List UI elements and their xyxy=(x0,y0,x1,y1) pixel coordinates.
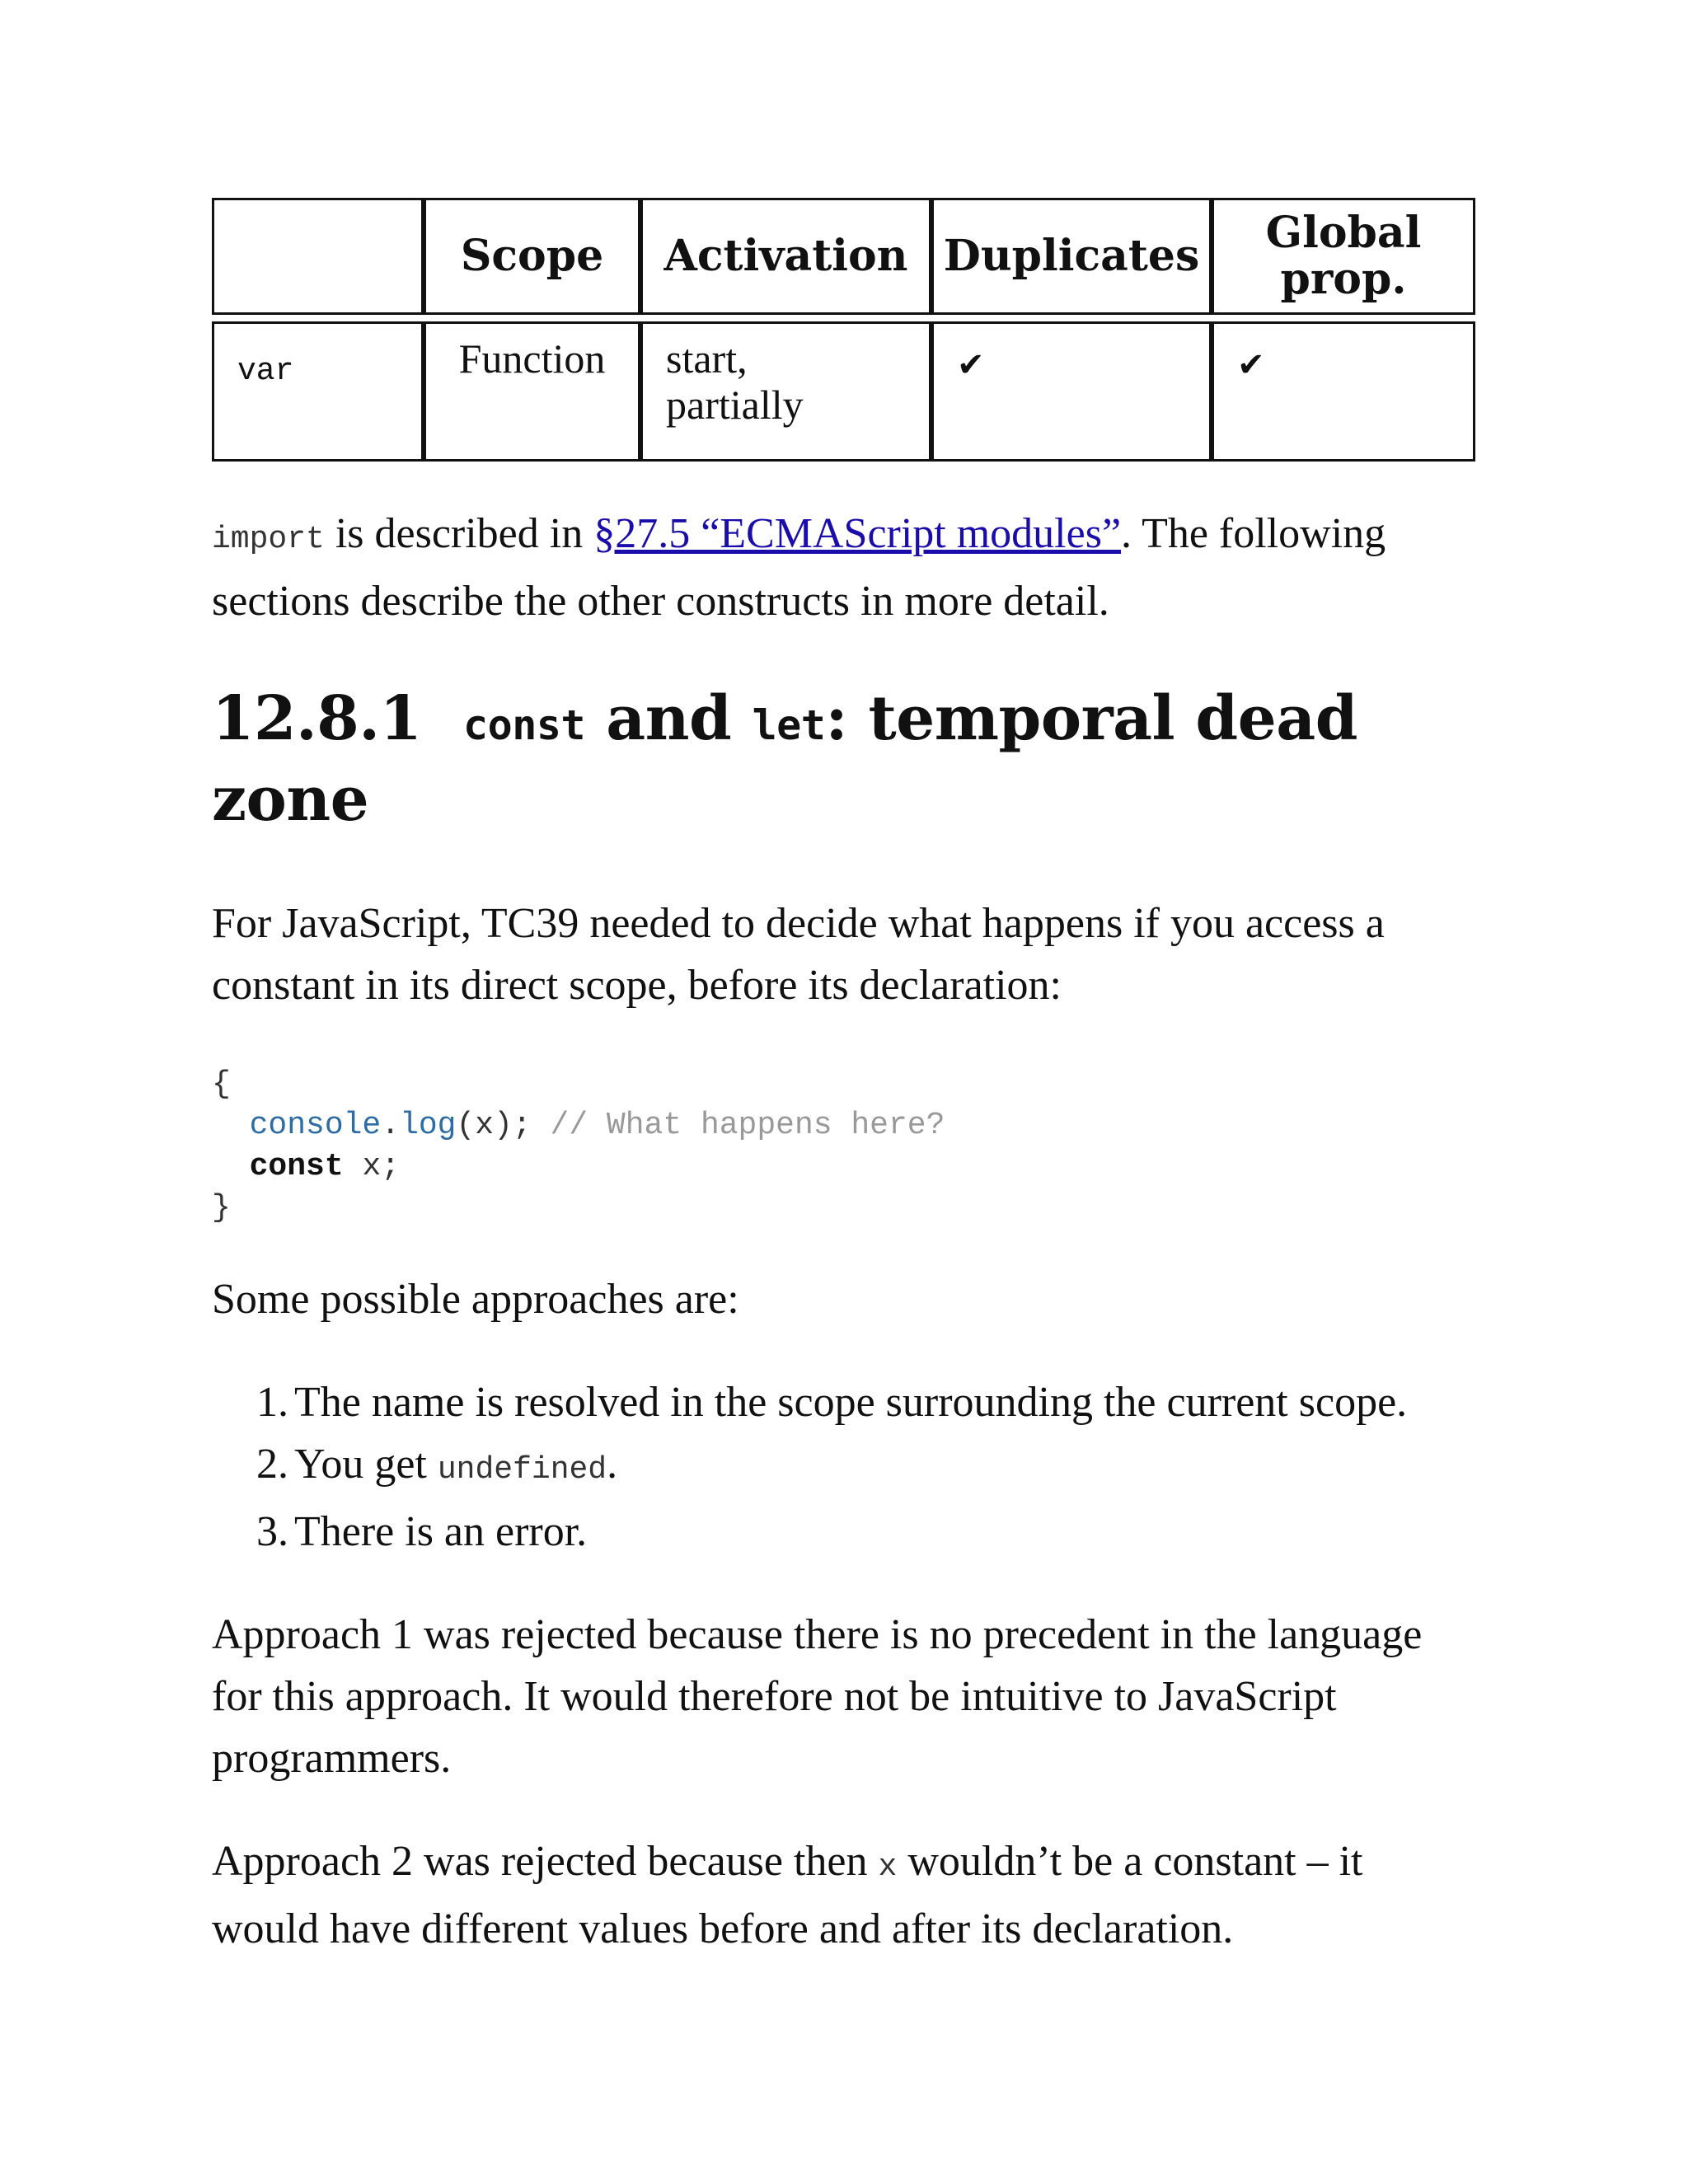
table-row xyxy=(212,321,1475,462)
cell-scope: Function xyxy=(424,321,640,462)
table-header-empty xyxy=(212,198,424,315)
page-content xyxy=(212,198,1477,1960)
heading-code-let: let xyxy=(752,701,826,749)
import-code: import xyxy=(212,522,325,557)
code-log: log xyxy=(400,1108,457,1143)
list-number: 2. xyxy=(256,1441,288,1488)
ecmascript-modules-link[interactable]: §27.5 “ECMAScript modules” xyxy=(593,510,1122,557)
code-dot: . xyxy=(381,1108,401,1143)
list-item-text: The name is resolved in the scope surrounding the current scope. xyxy=(294,1379,1408,1426)
code-block xyxy=(212,1064,1477,1229)
para5-after: wouldn’t be a constant – it would have different values before and after its declaration. xyxy=(212,1838,1363,1952)
code-const-keyword: const xyxy=(249,1149,344,1184)
heading-and: and xyxy=(585,683,753,754)
list-number: 1. xyxy=(256,1379,288,1426)
x-code: x xyxy=(878,1849,898,1885)
code-comment: // What happens here? xyxy=(550,1108,945,1143)
para1-text-after: . The following sections describe the other constructs in more detail. xyxy=(212,510,1386,625)
list-item-text-after: . xyxy=(607,1441,618,1488)
heading-code-const: const xyxy=(463,701,586,749)
cell-global-prop: ✔ xyxy=(1212,321,1475,462)
list-item xyxy=(212,1501,1477,1563)
table-header-scope: Scope xyxy=(424,198,640,315)
cell-keyword: var xyxy=(212,321,424,462)
list-item-text: There is an error. xyxy=(294,1508,588,1555)
approach2-paragraph xyxy=(212,1830,1477,1960)
approaches-intro: Some possible approaches are: xyxy=(212,1276,739,1323)
code-open-brace: { xyxy=(212,1066,231,1102)
code-console: console xyxy=(249,1108,382,1143)
section-number: 12.8.1 xyxy=(212,683,422,754)
list-item-text: You get xyxy=(294,1441,438,1488)
code-call: (x); xyxy=(456,1108,532,1143)
list-item xyxy=(212,1433,1477,1501)
table-header-global-prop: Global prop. xyxy=(1212,198,1475,315)
heading-rest: : temporal dead zone xyxy=(212,683,1357,835)
table-header-duplicates: Duplicates xyxy=(931,198,1212,315)
table-header-row xyxy=(212,198,1475,315)
code-close-brace: } xyxy=(212,1190,231,1226)
cell-duplicates: ✔ xyxy=(931,321,1212,462)
para5-before: Approach 2 was rejected because then xyxy=(212,1838,879,1885)
comparison-table xyxy=(212,198,1475,462)
para1-text: is described in xyxy=(324,510,594,557)
cell-activation: start, partially xyxy=(640,321,931,462)
section-heading xyxy=(212,682,1477,837)
intro-paragraph xyxy=(212,503,1477,632)
undefined-code: undefined xyxy=(437,1452,607,1488)
list-number: 3. xyxy=(256,1508,288,1555)
approaches-list xyxy=(212,1371,1477,1563)
table-header-activation: Activation xyxy=(640,198,931,315)
approach1-paragraph: Approach 1 was rejected because there is no precedent in the language for this approach. It would therefore not be intuitive to JavaScript programmers. xyxy=(212,1611,1423,1782)
code-const-rest: x; xyxy=(343,1149,401,1184)
list-item xyxy=(212,1371,1477,1433)
tc39-paragraph: For JavaScript, TC39 needed to decide what happens if you access a constant in its direct scope, before its declaration: xyxy=(212,900,1385,1009)
